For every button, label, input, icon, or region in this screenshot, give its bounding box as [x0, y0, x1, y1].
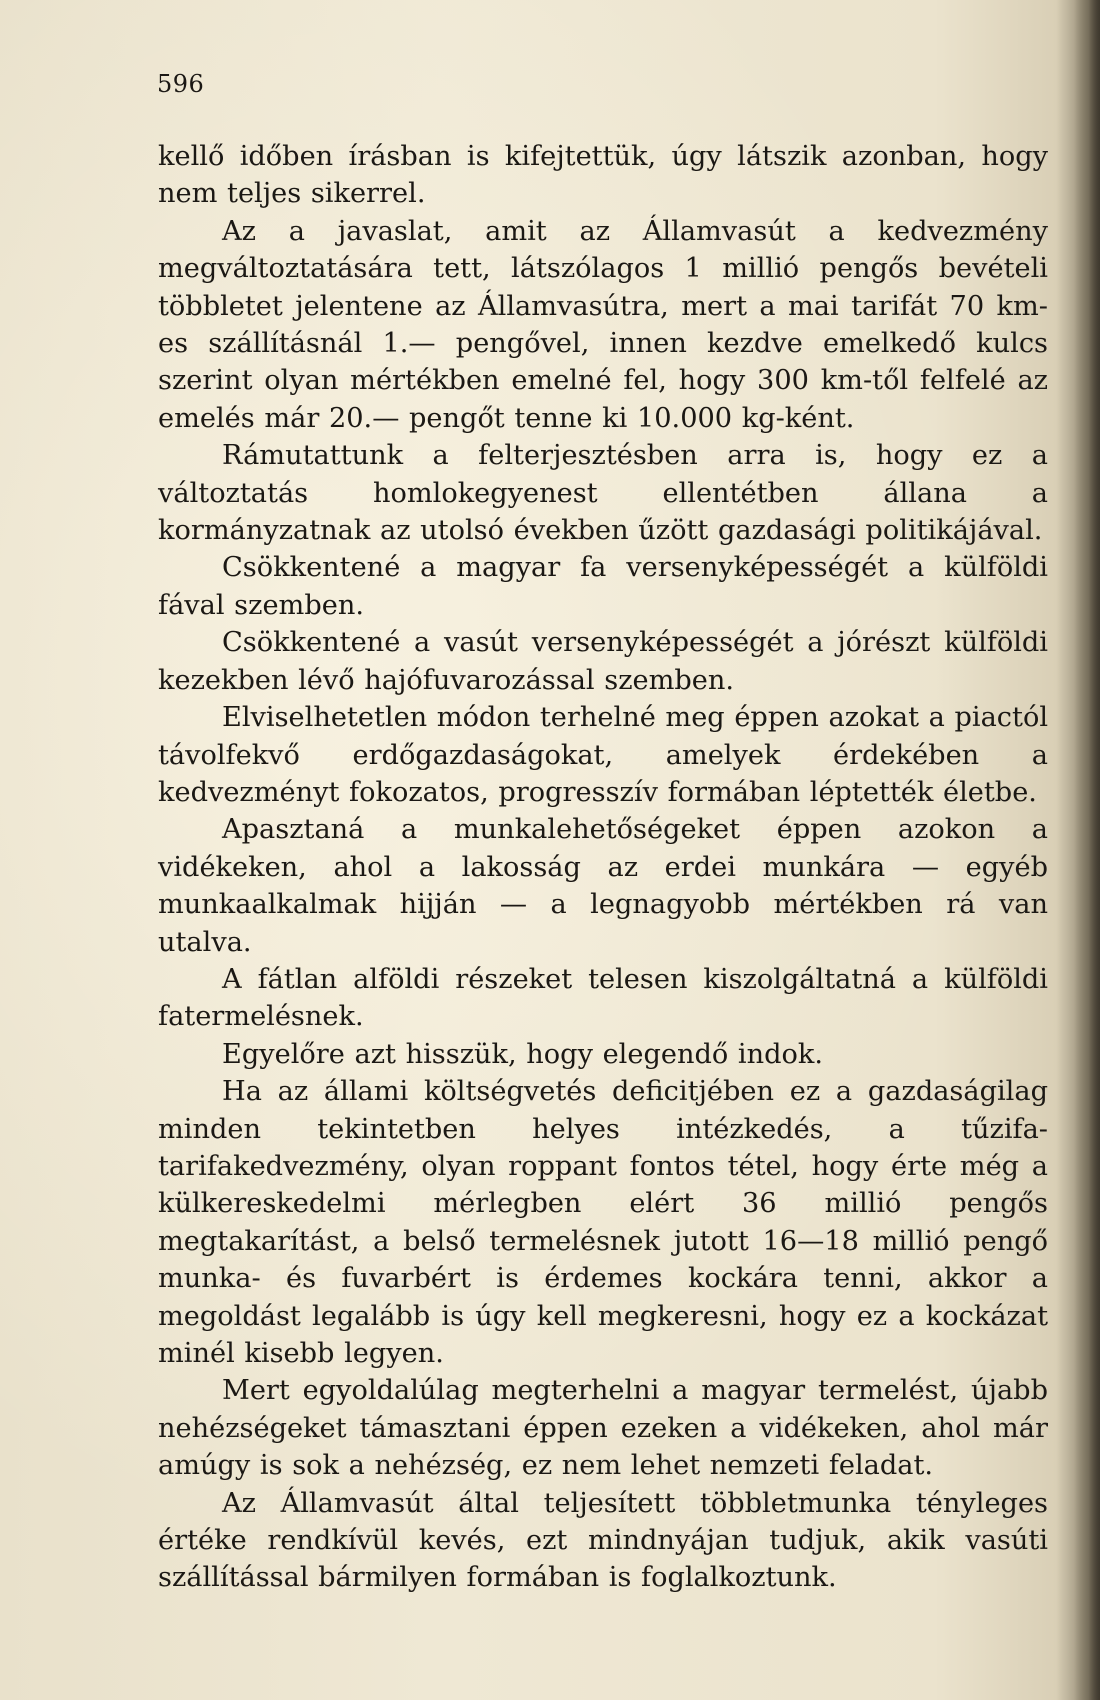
page-edge-shadow: [1074, 0, 1100, 1700]
paragraph: Ha az állami költségvetés deficitjében ez a gazdaságilag minden tekintetben helyes intézkedés, a tűzifa-tarifakedvezmény, olyan roppant fontos tétel, hogy érte még a külkereskedelmi mérlegben elért 36 millió pengős megtakarítást, a belső termelésnek jutott 16—18 millió pengő munka- és fuvarbért is érdemes kockára tenni, akkor a megoldást legalább is úgy kell megkeresni, hogy ez a kockázat minél kisebb legyen.: [158, 1076, 1048, 1369]
paragraph: Csökkentené a vasút versenyképességét a jórészt külföldi kezekben lévő hajófuvarozással szemben.: [158, 627, 1048, 696]
paragraph: Mert egyoldalúlag megterhelni a magyar termelést, újabb nehézségeket támasztani éppen ezeken a vidékeken, ahol már amúgy is sok a nehézség, ez nem lehet nemzeti feladat.: [158, 1375, 1048, 1482]
paragraph: Csökkentené a magyar fa versenyképességét a külföldi fával szemben.: [158, 552, 1048, 621]
paragraph: Az Államvasút által teljesített többletmunka tényleges értéke rendkívül kevés, ezt mindnyájan tudjuk, akik vasúti szállítással bármilyen formában is foglalkoztunk.: [158, 1487, 1048, 1594]
paragraph: Egyelőre azt hisszük, hogy elegendő indok.: [222, 1038, 823, 1070]
paragraph: Apasztaná a munkalehetőségeket éppen azokon a vidékeken, ahol a lakosság az erdei munkára — egyéb munkaalkalmak hijján — a legnagyobb mértékben rá van utalva.: [158, 814, 1048, 958]
paragraph: Elviselhetetlen módon terhelné meg éppen azokat a piactól távolfekvő erdőgazdaságokat, amelyek érdekében a kedvezményt fokozatos, progresszív formában léptették életbe.: [158, 702, 1049, 808]
paragraph: Rámutattunk a felterjesztésben arra is, hogy ez a változtatás homlokegyenest ellentétben állana a kormányzatnak az utolsó években űzött gazdasági politikájával.: [158, 440, 1048, 547]
page-number: 596: [157, 70, 205, 98]
paragraph-continuation: kellő időben írásban is kifejtettük, úgy látszik azonban, hogy nem teljes sikerrel.: [158, 141, 1048, 210]
paragraph: Az a javaslat, amit az Államvasút a kedvezmény megváltoztatására tett, látszólagos 1 millió pengős bevételi többletet jelentene az Államvasútra, mert a mai tarifát 70 km-es szállításnál 1.— pengővel, innen kezdve emelkedő kulcs szerint olyan mértékben emelné fel, hogy 300 km-től felfelé az emelés már 20.— pengőt tenne ki 10.000 kg-ként.: [158, 215, 1048, 434]
body-text: [158, 138, 1048, 1597]
paragraph: A fátlan alföldi részeket telesen kiszolgáltatná a külföldi fatermelésnek.: [158, 963, 1048, 1033]
